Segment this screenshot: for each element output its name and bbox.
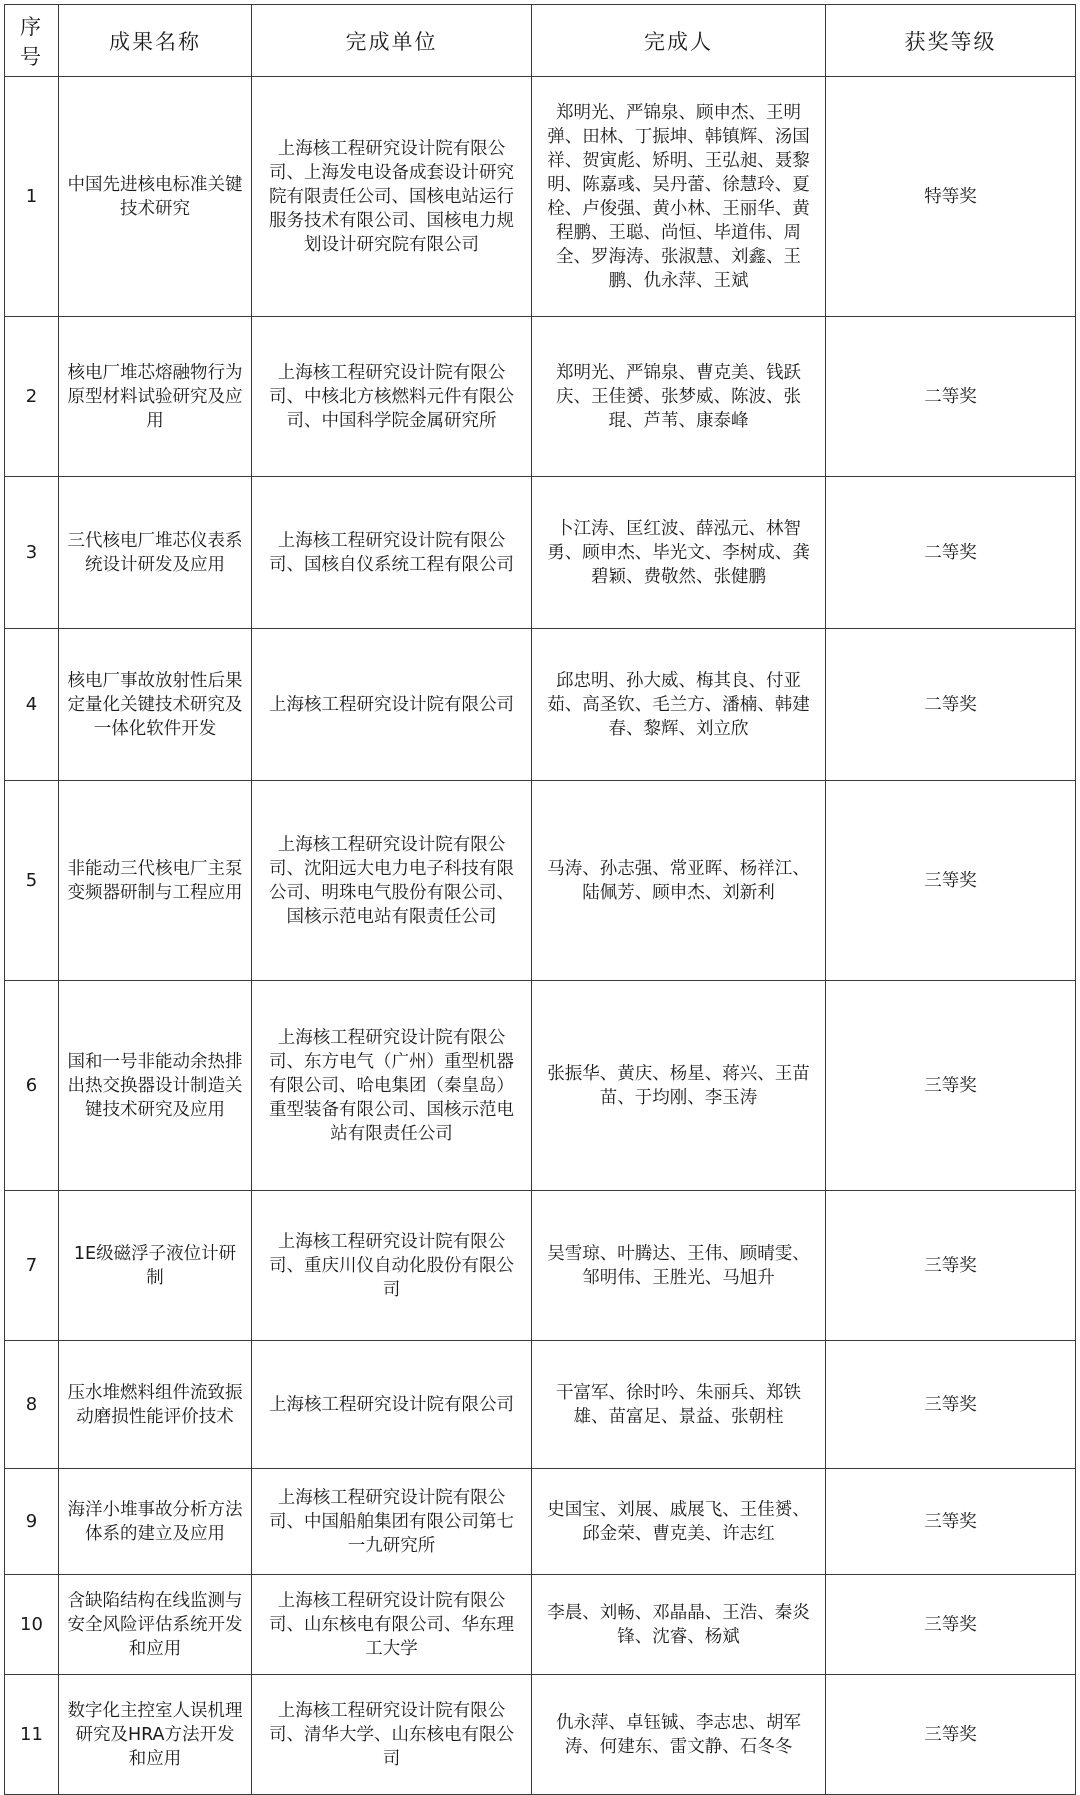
table-row — [5, 781, 1076, 981]
award-level-cell: 三等奖 — [826, 981, 1076, 1191]
completers-cell: 张振华、黄庆、杨星、蒋兴、王苗苗、于均刚、李玉涛 — [532, 981, 826, 1191]
achievement-name-cell: 中国先进核电标准关键技术研究 — [59, 77, 252, 317]
completers-cell: 李晨、刘畅、邓晶晶、王浩、秦炎锋、沈睿、杨斌 — [532, 1575, 826, 1675]
header-name: 成果名称 — [59, 5, 252, 77]
table-row — [5, 1469, 1076, 1575]
table-body — [5, 77, 1076, 1795]
award-level-cell: 三等奖 — [826, 781, 1076, 981]
achievement-name-cell: 数字化主控室人误机理研究及HRA方法开发和应用 — [59, 1675, 252, 1795]
achievement-name-cell: 国和一号非能动余热排出热交换器设计制造关键技术研究及应用 — [59, 981, 252, 1191]
achievement-name-cell: 1E级磁浮子液位计研制 — [59, 1191, 252, 1341]
achievement-name-cell: 非能动三代核电厂主泵变频器研制与工程应用 — [59, 781, 252, 981]
completing-unit-cell: 上海核工程研究设计院有限公司、中国船舶集团有限公司第七一九研究所 — [252, 1469, 532, 1575]
completers-cell: 卜江涛、匡红波、薛泓元、林智勇、顾申杰、毕光文、李树成、龚碧颖、费敬然、张健鹏 — [532, 477, 826, 629]
number-cell: 10 — [5, 1575, 59, 1675]
table-row — [5, 477, 1076, 629]
completing-unit-cell: 上海核工程研究设计院有限公司、国核自仪系统工程有限公司 — [252, 477, 532, 629]
completing-unit-cell: 上海核工程研究设计院有限公司、沈阳远大电力电子科技有限公司、明珠电气股份有限公司、国核示范电站有限责任公司 — [252, 781, 532, 981]
award-level-cell: 二等奖 — [826, 629, 1076, 781]
award-level-cell: 二等奖 — [826, 477, 1076, 629]
number-cell: 11 — [5, 1675, 59, 1795]
completing-unit-cell: 上海核工程研究设计院有限公司 — [252, 1341, 532, 1469]
number-cell: 7 — [5, 1191, 59, 1341]
completers-cell: 郑明光、严锦泉、顾申杰、王明弹、田林、丁振坤、韩镇辉、汤国祥、贺寅彪、矫明、王弘昶、聂黎明、陈嘉彧、吴丹蕾、徐慧玲、夏栓、卢俊强、黄小林、王丽华、黄程鹏、王聪、尚恒、毕道伟、周全、罗海涛、张淑慧、刘鑫、王鹏、仇永萍、王斌 — [532, 77, 826, 317]
completing-unit-cell: 上海核工程研究设计院有限公司、山东核电有限公司、华东理工大学 — [252, 1575, 532, 1675]
completers-cell: 仇永萍、卓钰铖、李志忠、胡军涛、何建东、雷文静、石冬冬 — [532, 1675, 826, 1795]
number-cell: 1 — [5, 77, 59, 317]
award-level-cell: 三等奖 — [826, 1191, 1076, 1341]
completers-cell: 郑明光、严锦泉、曹克美、钱跃庆、王佳赟、张梦威、陈波、张琨、芦苇、康泰峰 — [532, 317, 826, 477]
table-row — [5, 1341, 1076, 1469]
completing-unit-cell: 上海核工程研究设计院有限公司、上海发电设备成套设计研究院有限责任公司、国核电站运行服务技术有限公司、国核电力规划设计研究院有限公司 — [252, 77, 532, 317]
header-award: 获奖等级 — [826, 5, 1076, 77]
completing-unit-cell: 上海核工程研究设计院有限公司、清华大学、山东核电有限公司 — [252, 1675, 532, 1795]
completing-unit-cell: 上海核工程研究设计院有限公司、东方电气（广州）重型机器有限公司、哈电集团（秦皇岛）重型装备有限公司、国核示范电站有限责任公司 — [252, 981, 532, 1191]
achievement-name-cell: 核电厂事故放射性后果定量化关键技术研究及 一体化软件开发 — [59, 629, 252, 781]
completing-unit-cell: 上海核工程研究设计院有限公司 — [252, 629, 532, 781]
award-level-cell: 特等奖 — [826, 77, 1076, 317]
achievement-name-cell: 三代核电厂堆芯仪表系统设计研发及应用 — [59, 477, 252, 629]
awards-table — [4, 4, 1076, 1795]
table-row — [5, 1191, 1076, 1341]
header-unit: 完成单位 — [252, 5, 532, 77]
table-row — [5, 629, 1076, 781]
completers-cell: 吴雪琼、叶腾达、王伟、顾晴雯、邹明伟、王胜光、马旭升 — [532, 1191, 826, 1341]
table-row — [5, 1575, 1076, 1675]
table-row — [5, 981, 1076, 1191]
completers-cell: 史国宝、刘展、戚展飞、王佳赟、邱金荣、曹克美、许志红 — [532, 1469, 826, 1575]
achievement-name-cell: 含缺陷结构在线监测与安全风险评估系统开发和应用 — [59, 1575, 252, 1675]
completers-cell: 干富军、徐时吟、朱丽兵、郑铁雄、苗富足、景益、张朝柱 — [532, 1341, 826, 1469]
completers-cell: 邱忠明、孙大威、梅其良、付亚茹、高圣钦、毛兰方、潘楠、韩建春、黎辉、刘立欣 — [532, 629, 826, 781]
number-cell: 3 — [5, 477, 59, 629]
table-row — [5, 317, 1076, 477]
number-cell: 8 — [5, 1341, 59, 1469]
completers-cell: 马涛、孙志强、常亚晖、杨祥江、陆佩芳、顾申杰、刘新利 — [532, 781, 826, 981]
award-level-cell: 三等奖 — [826, 1469, 1076, 1575]
award-level-cell: 三等奖 — [826, 1341, 1076, 1469]
header-no: 序号 — [5, 5, 59, 77]
table-row — [5, 1675, 1076, 1795]
number-cell: 2 — [5, 317, 59, 477]
header-people: 完成人 — [532, 5, 826, 77]
completing-unit-cell: 上海核工程研究设计院有限公司、中核北方核燃料元件有限公司、中国科学院金属研究所 — [252, 317, 532, 477]
achievement-name-cell: 海洋小堆事故分析方法体系的建立及应用 — [59, 1469, 252, 1575]
header-row — [5, 5, 1076, 77]
award-level-cell: 二等奖 — [826, 317, 1076, 477]
table-row — [5, 77, 1076, 317]
number-cell: 5 — [5, 781, 59, 981]
award-level-cell: 三等奖 — [826, 1675, 1076, 1795]
achievement-name-cell: 压水堆燃料组件流致振动磨损性能评价技术 — [59, 1341, 252, 1469]
award-level-cell: 三等奖 — [826, 1575, 1076, 1675]
number-cell: 9 — [5, 1469, 59, 1575]
number-cell: 6 — [5, 981, 59, 1191]
completing-unit-cell: 上海核工程研究设计院有限公司、重庆川仪自动化股份有限公司 — [252, 1191, 532, 1341]
number-cell: 4 — [5, 629, 59, 781]
achievement-name-cell: 核电厂堆芯熔融物行为原型材料试验研究及应用 — [59, 317, 252, 477]
